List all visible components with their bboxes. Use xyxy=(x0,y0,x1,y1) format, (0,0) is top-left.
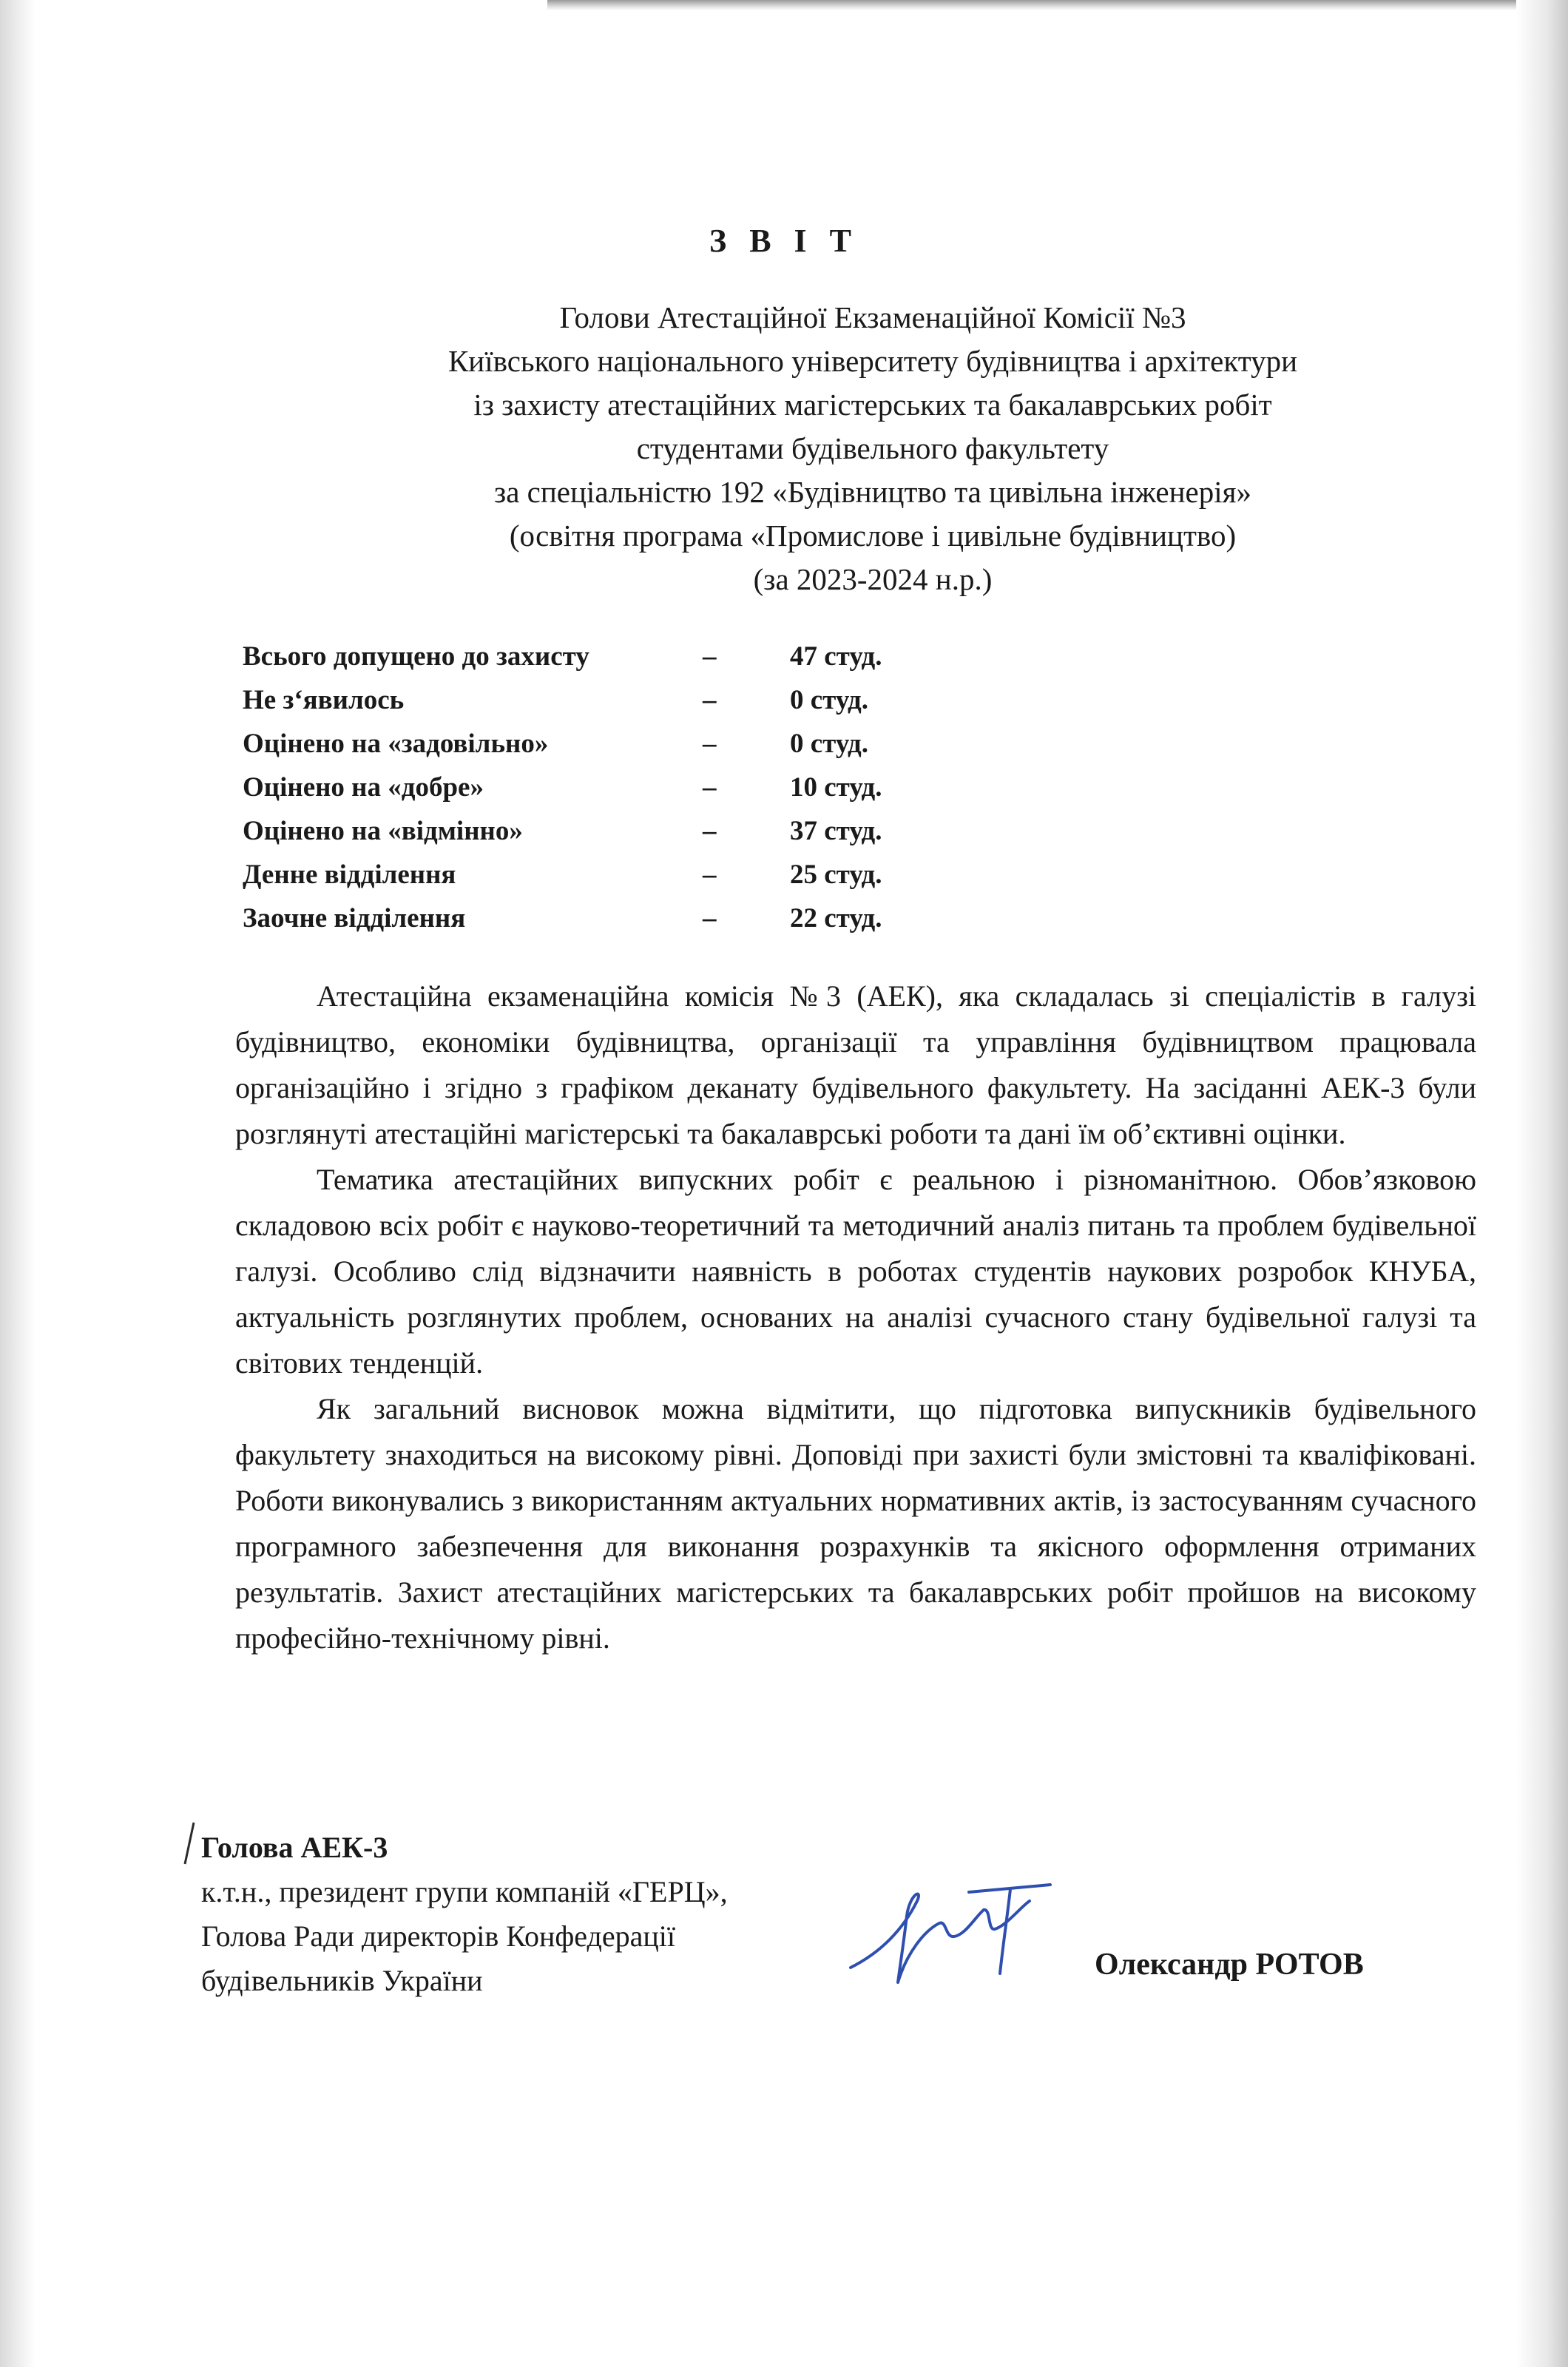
stat-dash: – xyxy=(703,729,717,759)
stat-label: Оцінено на «добре» xyxy=(243,772,484,803)
subtitle-line: із захисту атестаційних магістерських та бакалаврських робіт xyxy=(473,388,1272,422)
stat-dash: – xyxy=(703,903,717,933)
stat-row xyxy=(243,859,982,902)
stat-label: Оцінено на «відмінно» xyxy=(243,816,523,846)
stat-dash: – xyxy=(703,641,717,672)
stat-value: 10 студ. xyxy=(790,772,882,803)
stat-row xyxy=(243,684,982,728)
subtitle-line: Київського національного університету будівництва і архітектури xyxy=(447,344,1298,378)
signatory-line: Голова Ради директорів Конфедерації xyxy=(201,1919,676,1953)
stat-dash: – xyxy=(703,816,717,846)
body-paragraph: Атестаційна екзаменаційна комісія №3 (АЕК), яка складалась зі спеціалістів в галузі будівництво, економіки будівництва, організації та управління будівництвом працювала організаційно і згідно з графіком деканату будівельного факультету. На засіданні АЕК-3 були розглянуті атестаційні магістерські та бакалаврські роботи та дані їм об’єктивні оцінки. xyxy=(235,979,1476,1150)
signatory-role: Голова АЕК-3 xyxy=(201,1831,388,1864)
stat-label: Денне відділення xyxy=(243,860,456,890)
stat-dash: – xyxy=(703,772,717,803)
report-body xyxy=(235,973,1476,1661)
subtitle-line: Голови Атестаційної Екзаменаційної Комісії №3 xyxy=(559,300,1186,334)
stat-label: Оцінено на «задовільно» xyxy=(243,729,549,759)
stat-label: Заочне відділення xyxy=(243,903,466,933)
subtitle-line: (освітня програма «Промислове і цивільне будівництво) xyxy=(509,519,1237,553)
stat-value: 22 студ. xyxy=(790,903,882,933)
signatory-line: будівельників України xyxy=(201,1964,483,1997)
stat-value: 25 студ. xyxy=(790,860,882,890)
stat-label: Не з‘явилось xyxy=(243,685,405,715)
subtitle-line: (за 2023-2024 н.р.) xyxy=(753,562,993,596)
body-paragraph: Тематика атестаційних випускних робіт є реальною і різноманітною. Обов’язковою складовою всіх робіт є науково-теоретичний та методичний аналіз питань та проблем будівельної галузі. Особливо слід відзначити наявність в роботах студентів наукових розробок КНУБА, актуальність розглянутих проблем, основаних на аналізі сучасного стану будівельної галузі та світових тенденцій. xyxy=(235,1163,1476,1380)
stats-list xyxy=(243,641,982,946)
stat-label: Всього допущено до захисту xyxy=(243,641,589,672)
subtitle-line: студентами будівельного факультету xyxy=(636,431,1109,465)
stat-dash: – xyxy=(703,860,717,890)
document-subtitle xyxy=(251,296,1494,601)
document-title: З В І Т xyxy=(709,223,859,259)
stat-row xyxy=(243,641,982,684)
stat-row xyxy=(243,902,982,946)
stat-value: 47 студ. xyxy=(790,641,882,672)
pen-mark xyxy=(182,1821,197,1865)
stat-row xyxy=(243,815,982,859)
stat-dash: – xyxy=(703,685,717,715)
signatory-line: к.т.н., президент групи компаній «ГЕРЦ», xyxy=(201,1875,728,1908)
stat-row xyxy=(243,771,982,815)
stat-value: 0 студ. xyxy=(790,685,868,715)
handwritten-signature xyxy=(836,1871,1065,1990)
subtitle-line: за спеціальністю 192 «Будівництво та цивільна інженерія» xyxy=(494,475,1251,509)
stat-value: 0 студ. xyxy=(790,729,868,759)
body-paragraph: Як загальний висновок можна відмітити, що підготовка випускників будівельного факультету знаходиться на високому рівні. Доповіді при захисті були змістовні та кваліфіковані. Роботи виконувались з використанням актуальних нормативних актів, із застосуванням сучасного програмного забезпечення для виконання розрахунків та якісного оформлення отриманих результатів. Захист атестаційних магістерських та бакалаврських робіт пройшов на високому професійно-технічному рівні. xyxy=(235,1392,1476,1655)
stat-value: 37 студ. xyxy=(790,816,882,846)
stat-row xyxy=(243,728,982,771)
signatory-name: Олександр РОТОВ xyxy=(1095,1948,1364,1982)
